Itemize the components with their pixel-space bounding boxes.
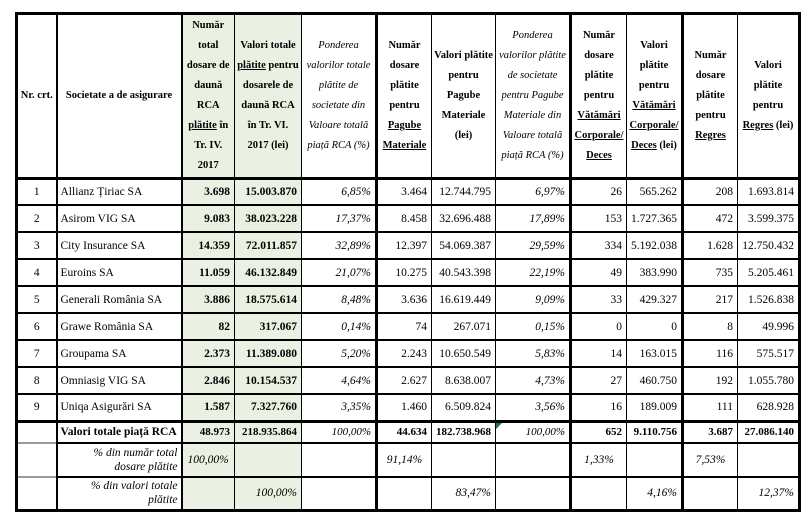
cell-empty [302, 443, 377, 477]
cell-share-material: 5,83% [496, 340, 571, 367]
header-text: în Tr. IV. 2017 [194, 119, 229, 171]
cell-totals-total-claims: 48.973 [182, 421, 235, 443]
table-footer [17, 421, 800, 510]
cell-claims-injury: 27 [571, 367, 627, 394]
cell-share-material: 22,19% [496, 259, 571, 286]
cell-share-material: 4,73% [496, 367, 571, 394]
header-text: (lei) [773, 119, 794, 131]
table-row [17, 205, 800, 232]
table-row [17, 394, 800, 421]
table-row [17, 367, 800, 394]
cell-empty [432, 443, 496, 477]
cell-total-values: 7.327.760 [235, 394, 302, 421]
pct-values-label: % din valori totale plătite [57, 477, 182, 510]
table-row [17, 178, 800, 205]
cell-share-total: 17,37% [302, 205, 377, 232]
col-header-values-bodily-injury [627, 14, 683, 179]
cell-claims-regress: 111 [683, 394, 738, 421]
cell-totals-claims-material: 44.634 [377, 421, 432, 443]
cell-values-injury: 0 [627, 313, 683, 340]
cell-values-injury: 383.990 [627, 259, 683, 286]
cell-values-regress: 1.693.814 [738, 178, 800, 205]
cell-values-injury: 163.015 [627, 340, 683, 367]
cell-totals-total-values: 218.935.864 [235, 421, 302, 443]
cell-pct-claims-material: 91,14% [377, 443, 432, 477]
header-text: Nr. crt. [20, 89, 53, 101]
col-header-total-values-paid [235, 14, 302, 179]
cell-values-material: 267.071 [432, 313, 496, 340]
excel-flag-triangle-icon [496, 423, 502, 429]
cell-empty [17, 443, 57, 477]
cell-total-values: 10.154.537 [235, 367, 302, 394]
cell-total-claims: 11.059 [182, 259, 235, 286]
cell-total-values: 15.003.870 [235, 178, 302, 205]
cell-pct-total-claims: 100,00% [182, 443, 235, 477]
table-body [17, 178, 800, 421]
col-header-share-total-values [302, 14, 377, 179]
header-text: Societate a de asigurare [65, 89, 173, 101]
cell-nr-crt: 7 [17, 340, 57, 367]
col-header-share-material-damage [496, 14, 571, 179]
cell-values-material: 12.744.795 [432, 178, 496, 205]
cell-values-injury: 1.727.365 [627, 205, 683, 232]
cell-total-claims: 1.587 [182, 394, 235, 421]
cell-company-name: Uniqa Asigurări SA [57, 394, 182, 421]
cell-share-total: 0,14% [302, 313, 377, 340]
cell-company-name: Omniasig VIG SA [57, 367, 182, 394]
cell-nr-crt: 1 [17, 178, 57, 205]
cell-share-material: 9,09% [496, 286, 571, 313]
cell-company-name: City Insurance SA [57, 232, 182, 259]
cell-claims-injury: 153 [571, 205, 627, 232]
pct-claims-row [17, 443, 800, 477]
cell-pct-claims-injury: 1,33% [571, 443, 627, 477]
cell-values-regress: 49.996 [738, 313, 800, 340]
cell-nr-crt: 8 [17, 367, 57, 394]
cell-claims-injury: 334 [571, 232, 627, 259]
cell-share-material: 3,56% [496, 394, 571, 421]
header-text: Ponderea valorilor plătite de societate pentru Pagube Materiale din Valoare totală piață RCA (%) [499, 29, 566, 161]
cell-share-total: 4,64% [302, 367, 377, 394]
cell-share-material: 0,15% [496, 313, 571, 340]
cell-claims-material: 2.627 [377, 367, 432, 394]
cell-pct-values-material: 83,47% [432, 477, 496, 510]
cell-empty [235, 443, 302, 477]
header-text: Număr dosare plătite pentru [582, 29, 616, 101]
cell-total-values: 317.067 [235, 313, 302, 340]
header-text-underlined: Vătămări Corporale/ Deces [629, 99, 679, 151]
cell-claims-material: 1.460 [377, 394, 432, 421]
cell-nr-crt: 4 [17, 259, 57, 286]
cell-share-total: 32,89% [302, 232, 377, 259]
cell-claims-regress: 116 [683, 340, 738, 367]
cell-empty [17, 477, 57, 510]
header-text: Valori plătite pentru [752, 59, 784, 111]
header-text: Valori totale [240, 39, 296, 51]
cell-total-values: 11.389.080 [235, 340, 302, 367]
cell-claims-injury: 16 [571, 394, 627, 421]
cell-share-material: 6,97% [496, 178, 571, 205]
cell-values-regress: 1.526.838 [738, 286, 800, 313]
header-text-underlined: Pagube Materiale [382, 119, 427, 151]
cell-empty [496, 477, 571, 510]
rca-claims-table [15, 12, 801, 512]
cell-company-name: Asirom VIG SA [57, 205, 182, 232]
cell-values-regress: 12.750.432 [738, 232, 800, 259]
cell-claims-regress: 735 [683, 259, 738, 286]
cell-share-total: 5,20% [302, 340, 377, 367]
table-header [17, 14, 800, 179]
cell-empty [738, 443, 800, 477]
cell-values-material: 16.619.449 [432, 286, 496, 313]
table-row [17, 286, 800, 313]
cell-total-values: 72.011.857 [235, 232, 302, 259]
cell-values-injury: 189.009 [627, 394, 683, 421]
cell-totals-share-total: 100,00% [302, 421, 377, 443]
cell-claims-regress: 217 [683, 286, 738, 313]
cell-pct-values-injury: 4,16% [627, 477, 683, 510]
cell-values-injury: 565.262 [627, 178, 683, 205]
col-header-company [57, 14, 182, 179]
cell-pct-total-values: 100,00% [235, 477, 302, 510]
col-header-claims-bodily-injury [571, 14, 627, 179]
cell-empty [496, 443, 571, 477]
header-text-underlined: Regres [742, 119, 774, 131]
cell-values-material: 8.638.007 [432, 367, 496, 394]
cell-claims-injury: 33 [571, 286, 627, 313]
cell-values-material: 40.543.398 [432, 259, 496, 286]
cell-claims-regress: 472 [683, 205, 738, 232]
cell-empty [627, 443, 683, 477]
cell-values-regress: 628.928 [738, 394, 800, 421]
cell-claims-regress: 1.628 [683, 232, 738, 259]
cell-share-total: 8,48% [302, 286, 377, 313]
cell-share-total: 6,85% [302, 178, 377, 205]
cell-values-injury: 460.750 [627, 367, 683, 394]
cell-totals-values-regress: 27.086.140 [738, 421, 800, 443]
cell-share-material: 29,59% [496, 232, 571, 259]
header-text: Ponderea valorilor totale plătite de societate din Valoare totală piață RCA (%) [306, 39, 371, 151]
table-row [17, 259, 800, 286]
cell-nr-crt: 3 [17, 232, 57, 259]
header-text-underlined: plătite [237, 59, 266, 71]
cell-total-claims: 3.698 [182, 178, 235, 205]
cell-values-regress: 575.517 [738, 340, 800, 367]
cell-company-name: Generali România SA [57, 286, 182, 313]
header-text: pentru dosarele de daună RCA în Tr. VI. 2017 (lei) [241, 59, 299, 151]
col-header-values-material-damage [432, 14, 496, 179]
cell-claims-material: 8.458 [377, 205, 432, 232]
cell-claims-injury: 49 [571, 259, 627, 286]
cell-values-material: 10.650.549 [432, 340, 496, 367]
cell-totals-claims-injury: 652 [571, 421, 627, 443]
cell-values-material: 32.696.488 [432, 205, 496, 232]
header-text: (lei) [656, 139, 677, 151]
totals-row [17, 421, 800, 443]
totals-label: Valori totale piață RCA [57, 421, 182, 443]
cell-total-claims: 2.373 [182, 340, 235, 367]
cell-company-name: Groupama SA [57, 340, 182, 367]
header-text: Valori plătite pentru Pagube Materiale (lei) [434, 49, 493, 141]
cell-claims-injury: 0 [571, 313, 627, 340]
pct-values-row [17, 477, 800, 510]
cell-empty [17, 421, 57, 443]
cell-empty [571, 477, 627, 510]
cell-claims-regress: 208 [683, 178, 738, 205]
pct-claims-label: % din număr total dosare plătite [57, 443, 182, 477]
cell-company-name: Grawe România SA [57, 313, 182, 340]
cell-empty [377, 477, 432, 510]
col-header-values-regress [738, 14, 800, 179]
cell-values-injury: 429.327 [627, 286, 683, 313]
cell-total-values: 18.575.614 [235, 286, 302, 313]
cell-claims-material: 3.464 [377, 178, 432, 205]
table-row [17, 340, 800, 367]
header-text: Număr dosare plătite pentru [388, 39, 421, 111]
table-row [17, 313, 800, 340]
cell-empty [683, 477, 738, 510]
header-row [17, 14, 800, 179]
cell-totals-values-material: 182.738.968 [432, 421, 496, 443]
cell-value: 100,00% [525, 426, 565, 439]
cell-nr-crt: 2 [17, 205, 57, 232]
cell-empty [302, 477, 377, 510]
header-text-underlined: Vătămări Corporale/ Deces [574, 109, 624, 161]
cell-total-claims: 2.846 [182, 367, 235, 394]
cell-claims-injury: 26 [571, 178, 627, 205]
header-text-underlined: Regres [695, 129, 726, 141]
cell-values-material: 6.509.824 [432, 394, 496, 421]
cell-pct-values-regress: 12,37% [738, 477, 800, 510]
cell-values-material: 54.069.387 [432, 232, 496, 259]
cell-total-claims: 9.083 [182, 205, 235, 232]
cell-share-material: 17,89% [496, 205, 571, 232]
cell-values-regress: 5.205.461 [738, 259, 800, 286]
cell-share-total: 21,07% [302, 259, 377, 286]
col-header-claims-material-damage [377, 14, 432, 179]
cell-total-claims: 82 [182, 313, 235, 340]
cell-nr-crt: 9 [17, 394, 57, 421]
cell-claims-regress: 8 [683, 313, 738, 340]
table-row [17, 232, 800, 259]
cell-total-values: 46.132.849 [235, 259, 302, 286]
col-header-total-claims-paid [182, 14, 235, 179]
cell-pct-claims-regress: 7,53% [683, 443, 738, 477]
cell-values-regress: 3.599.375 [738, 205, 800, 232]
cell-nr-crt: 5 [17, 286, 57, 313]
header-text-underlined: plătite [188, 119, 217, 131]
cell-claims-material: 12.397 [377, 232, 432, 259]
header-text: Număr total dosare de daună RCA [186, 20, 230, 111]
cell-claims-material: 10.275 [377, 259, 432, 286]
cell-total-claims: 14.359 [182, 232, 235, 259]
cell-values-injury: 5.192.038 [627, 232, 683, 259]
cell-values-regress: 1.055.780 [738, 367, 800, 394]
cell-share-total: 3,35% [302, 394, 377, 421]
col-header-claims-regress [683, 14, 738, 179]
cell-claims-material: 3.636 [377, 286, 432, 313]
cell-empty [182, 477, 235, 510]
cell-nr-crt: 6 [17, 313, 57, 340]
cell-total-claims: 3.886 [182, 286, 235, 313]
cell-totals-values-injury: 9.110.756 [627, 421, 683, 443]
header-text: Valori plătite pentru [638, 39, 670, 91]
cell-claims-regress: 192 [683, 367, 738, 394]
cell-company-name: Allianz Țiriac SA [57, 178, 182, 205]
cell-claims-material: 74 [377, 313, 432, 340]
cell-totals-claims-regress: 3.687 [683, 421, 738, 443]
col-header-nr-crt [17, 14, 57, 179]
cell-total-values: 38.023.228 [235, 205, 302, 232]
cell-claims-injury: 14 [571, 340, 627, 367]
cell-claims-material: 2.243 [377, 340, 432, 367]
header-text: Număr dosare plătite pentru [694, 49, 727, 121]
cell-company-name: Euroins SA [57, 259, 182, 286]
cell-totals-share-material [496, 421, 571, 443]
